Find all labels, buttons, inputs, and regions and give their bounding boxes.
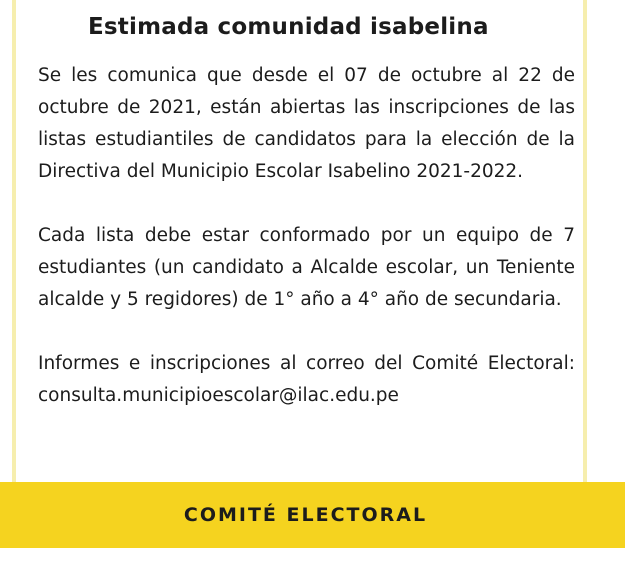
notice-body bbox=[38, 60, 575, 412]
notice-title: Estimada comunidad isabelina bbox=[88, 14, 489, 40]
notice-card bbox=[12, 0, 587, 482]
footer-label: COMITÉ ELECTORAL bbox=[183, 504, 428, 526]
notice-paragraph-contact: Informes e inscripciones al correo del Comité Electoral: consulta.municipioescolar@ilac.edu.pe bbox=[38, 353, 575, 406]
notice-paragraph-requirements: Cada lista debe estar conformado por un equipo de 7 estudiantes (un candidato a Alcalde escolar, un Teniente alcalde y 5 regidores) de 1° año a 4° año de secundaria. bbox=[38, 225, 575, 310]
footer-band bbox=[0, 482, 625, 548]
notice-paragraph-dates: Se les comunica que desde el 07 de octubre al 22 de octubre de 2021, están abiertas las inscripciones de las listas estudiantiles de candidatos para la elección de la Directiva del Municipio Escolar Isabelino 2021-2022. bbox=[38, 65, 575, 182]
